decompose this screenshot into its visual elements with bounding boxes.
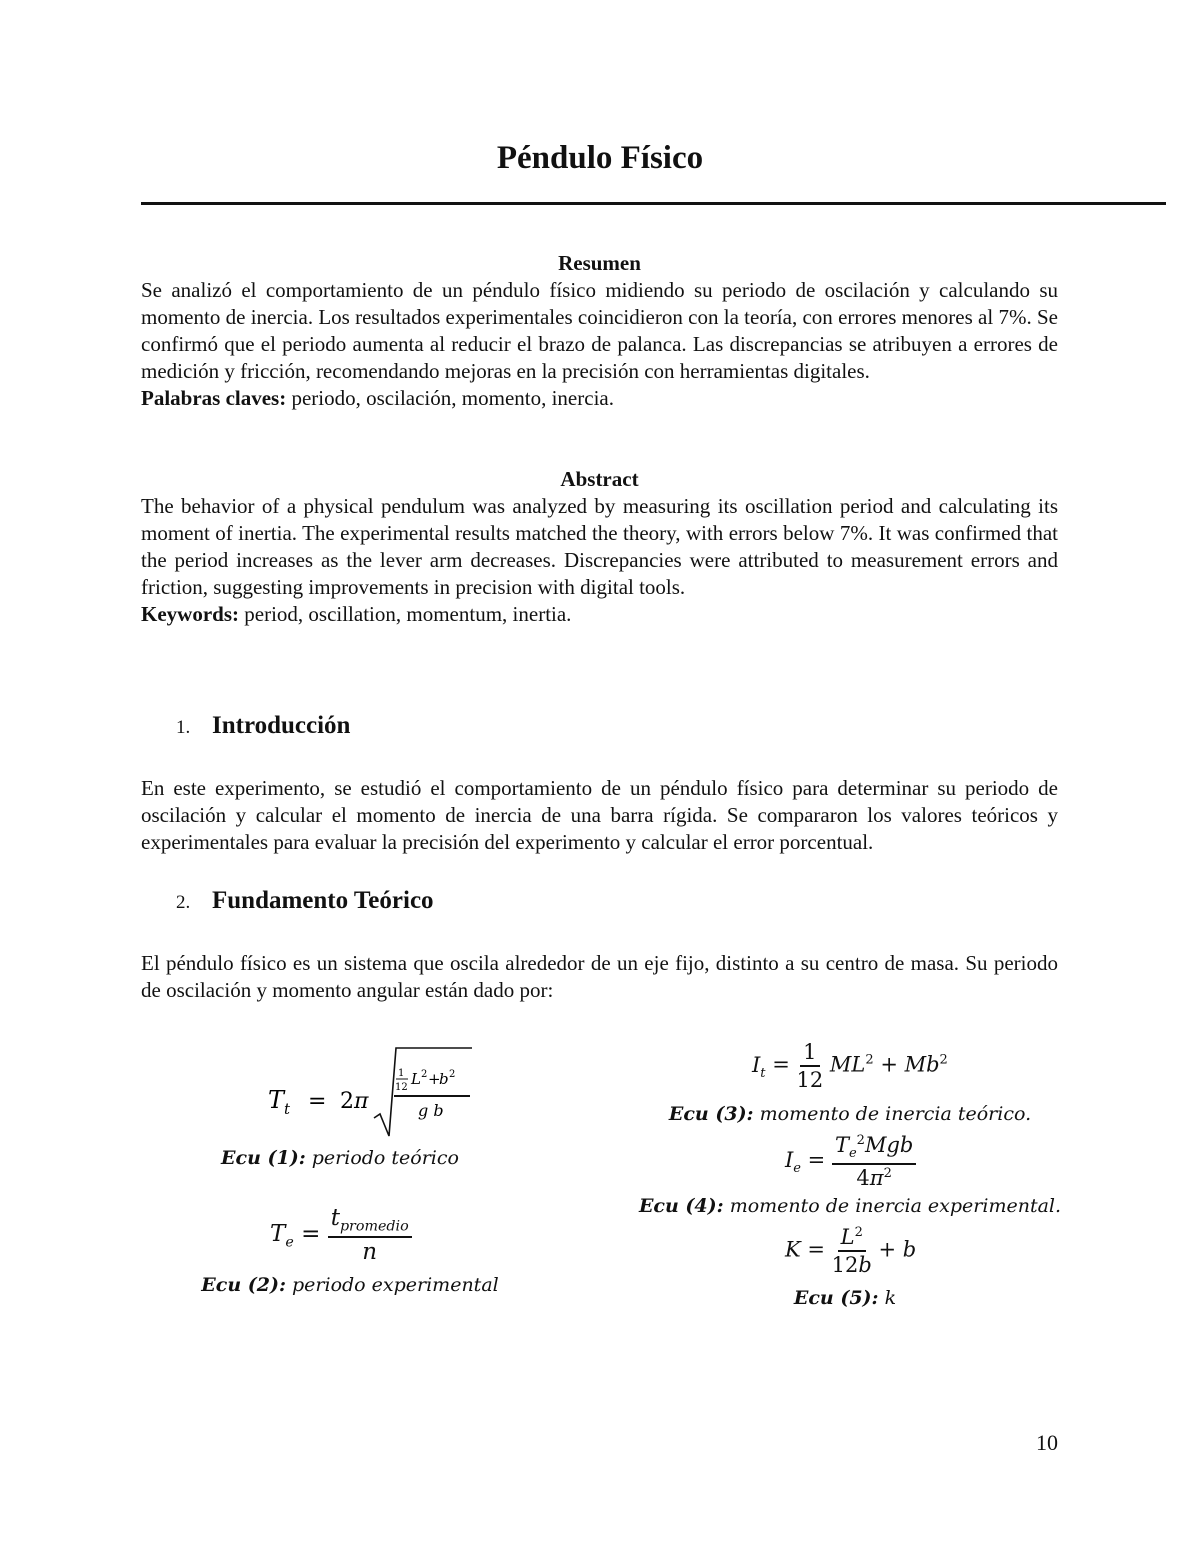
svg-text:t: t: [284, 1100, 291, 1118]
svg-text:+: +: [428, 1070, 441, 1088]
equation-1-text: periodo teórico: [305, 1147, 459, 1169]
section-1-number: 1.: [176, 717, 191, 738]
equation-3-text: momento de inercia teórico.: [753, 1103, 1032, 1125]
resumen-keywords-label: Palabras claves:: [141, 386, 287, 410]
svg-text:T: T: [268, 1086, 285, 1114]
resumen-heading: Resumen: [558, 251, 641, 275]
equation-1: [268, 1040, 478, 1144]
equation-4-label: Ecu (4):: [638, 1195, 724, 1217]
equation-2: $T_e$ = $\frac{t_{promedio}}{n}$: [270, 1205, 412, 1265]
equation-1-math: [268, 1040, 478, 1140]
title-rule: [141, 202, 1166, 205]
equation-3: $I_t$ = $\frac{1}{12}$ $ML^2 + Mb^2$: [752, 1040, 948, 1093]
equation-3-label: Ecu (3):: [668, 1103, 754, 1125]
section-1-title: Introducción: [212, 712, 351, 739]
resumen-keywords-line: [141, 385, 1058, 412]
resumen-keywords: periodo, oscilación, momento, inercia.: [286, 386, 614, 410]
svg-text:π: π: [354, 1089, 369, 1114]
equation-5: K = $\frac{L^2}{12b}$ + b: [785, 1225, 917, 1278]
section-2-body: El péndulo físico es un sistema que oscila alrededor de un eje fijo, distinto a su centro de masa. Su periodo de oscilación y momento angular están dado por:: [141, 951, 1058, 1002]
equation-2-text: periodo experimental: [285, 1274, 499, 1296]
equation-5-label: Ecu (5):: [793, 1287, 879, 1309]
equation-2-label: Ecu (2):: [201, 1274, 286, 1296]
section-1-body: En este experimento, se estudió el comportamiento de un péndulo físico para determinar su periodo de oscilación y calcular el momento de inercia de una barra rígida. Se compararon los valores teóricos y experimentales para evaluar la precisión del experimento y calcular el error porcentual.: [141, 776, 1058, 854]
equation-4-caption: [630, 1195, 1070, 1217]
abstract-keywords: period, oscillation, momentum, inertia.: [239, 602, 572, 626]
equation-1-caption: [200, 1147, 480, 1169]
resumen-block: [141, 250, 1058, 412]
equation-2-caption: [190, 1274, 510, 1296]
page-number: 10: [1036, 1430, 1058, 1455]
svg-text:=: =: [308, 1089, 327, 1114]
equation-5-caption: [740, 1287, 950, 1309]
equation-1-label: Ecu (1):: [221, 1147, 306, 1169]
section-2-number: 2.: [176, 892, 191, 913]
abstract-body: The behavior of a physical pendulum was analyzed by measuring its oscillation period and calculating its moment of inertia. The experimental results matched the theory, with errors below 7%. It was confirmed that the period increases as the lever arm decreases. Discrepancies were attributed to measurement errors and friction, suggesting improvements in precision with digital tools.: [141, 494, 1058, 599]
resumen-body: Se analizó el comportamiento de un péndulo físico midiendo su periodo de oscilación y calculando su momento de inercia. Los resultados experimentales coincidieron con la teoría, con errores menores al 7%. Se confirmó que el periodo aumenta al reducir el brazo de palanca. Las discrepancias se atribuyen a errores de medición y fricción, recomendando mejoras en la precisión con herramientas digitales.: [141, 278, 1058, 383]
section-2-title: Fundamento Teórico: [212, 887, 434, 914]
svg-text:b: b: [439, 1070, 449, 1088]
equation-3-caption: [640, 1103, 1060, 1125]
section-1-heading: [176, 712, 350, 740]
svg-text:2: 2: [340, 1089, 354, 1114]
equation-4: $I_e$ = $\frac{T_e^2Mgb}{4\pi^2}$: [785, 1133, 916, 1190]
svg-text:g b: g b: [418, 1101, 444, 1120]
svg-text:12: 12: [395, 1082, 408, 1093]
abstract-block: [141, 466, 1058, 628]
page-title: Péndulo Físico: [496, 140, 704, 176]
abstract-keywords-label: Keywords:: [141, 602, 239, 626]
abstract-keywords-line: [141, 601, 1058, 628]
svg-text:2: 2: [421, 1069, 428, 1080]
section-2-heading: [176, 887, 434, 915]
svg-text:2: 2: [449, 1069, 456, 1080]
equation-4-text: momento de inercia experimental.: [723, 1195, 1062, 1217]
svg-text:L: L: [411, 1070, 421, 1088]
equation-5-text: k: [878, 1287, 897, 1309]
abstract-heading: Abstract: [560, 467, 639, 491]
svg-text:1: 1: [398, 1068, 405, 1079]
